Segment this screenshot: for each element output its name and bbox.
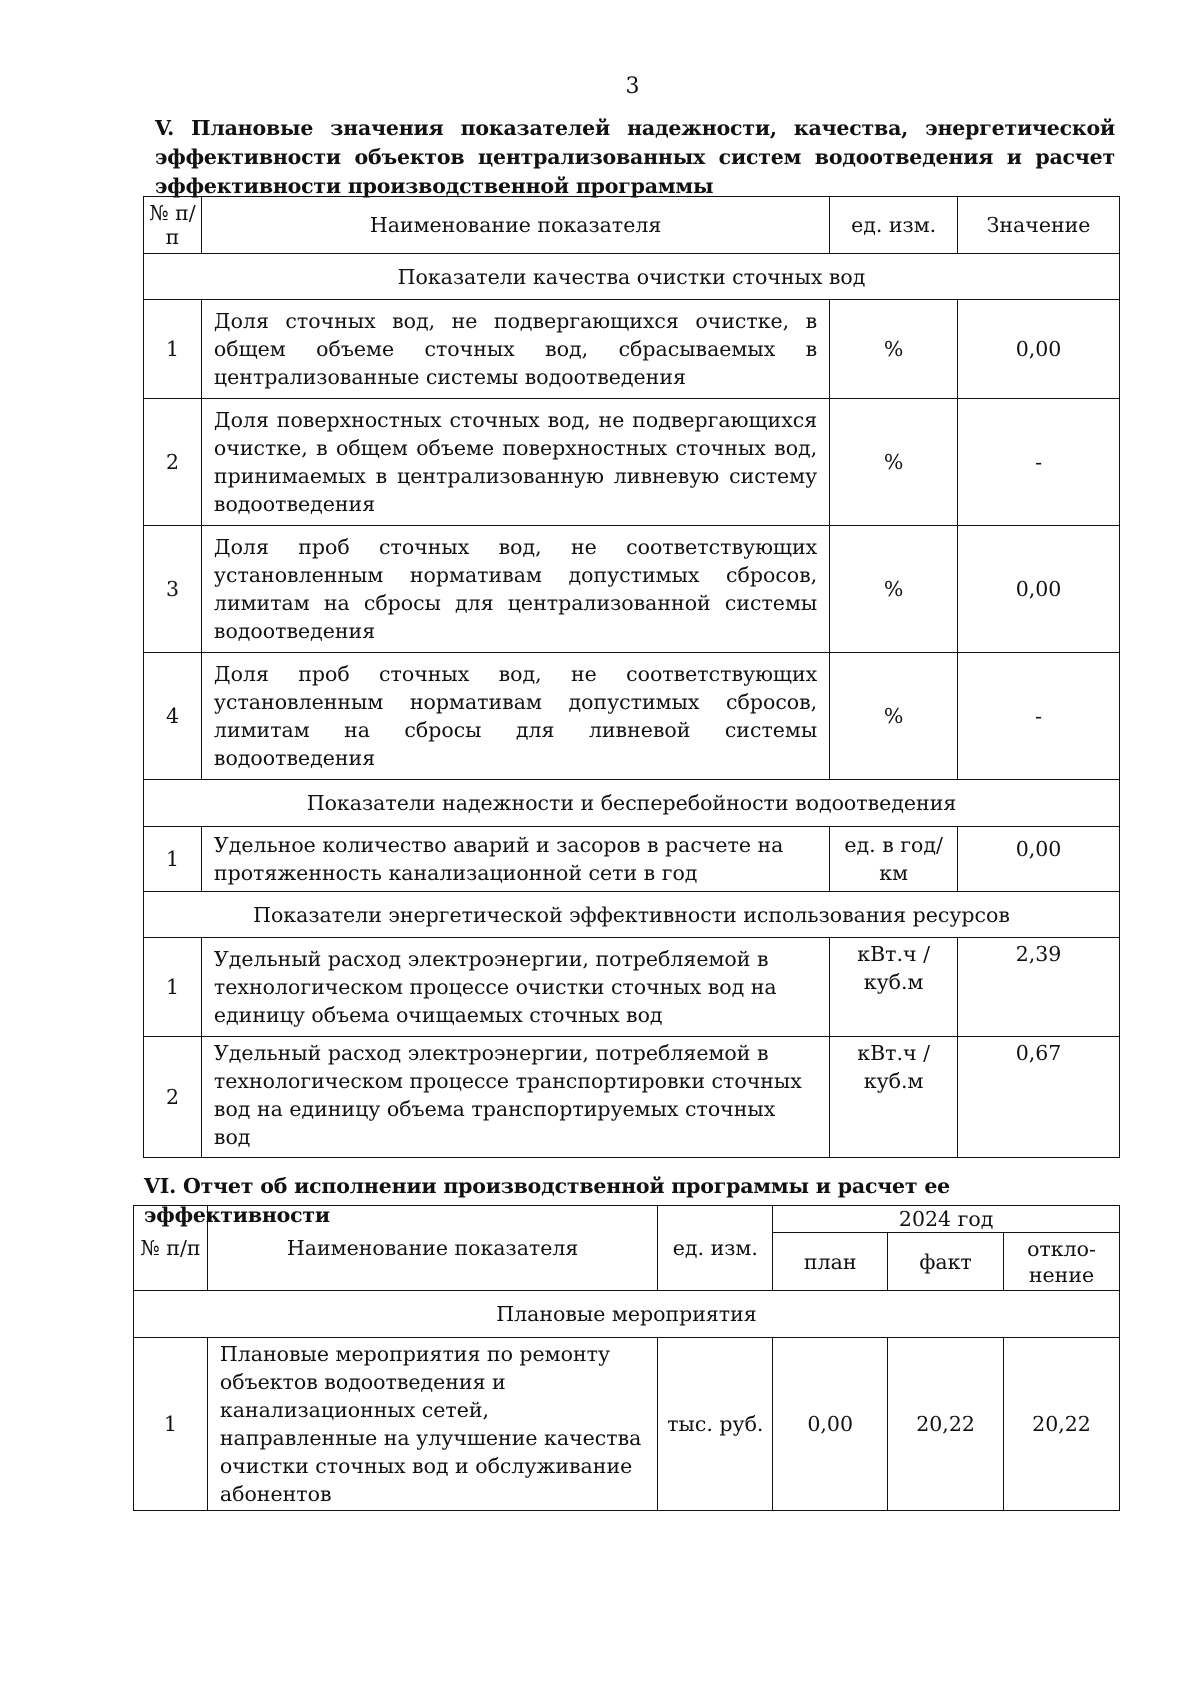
table-row	[134, 1338, 1120, 1511]
row-unit: %	[830, 300, 958, 399]
row-value: -	[958, 399, 1120, 526]
section-6-table	[133, 1205, 1120, 1511]
table-row	[144, 1037, 1120, 1158]
table-header-row	[134, 1206, 1120, 1233]
row-num: 1	[144, 827, 202, 892]
row-value: 0,00	[958, 300, 1120, 399]
row-unit: %	[830, 653, 958, 780]
row-name: Доля сточных вод, не подвергающихся очистке, в общем объеме сточных вод, сбрасываемых в централизованные системы водоотведения	[201, 300, 829, 399]
group-row	[144, 780, 1120, 827]
row-num: 1	[134, 1338, 208, 1511]
table-header-row	[144, 197, 1120, 254]
row-unit: кВт.ч / куб.м	[830, 1037, 958, 1158]
table-row	[144, 938, 1120, 1037]
table-row	[144, 653, 1120, 780]
row-unit: %	[830, 399, 958, 526]
table-row	[144, 300, 1120, 399]
group-title-quality: Показатели качества очистки сточных вод	[144, 254, 1120, 300]
row-name: Доля проб сточных вод, не соответствующих установленным нормативам допустимых сбросов, лимитам на сбросы для ливневой системы водоотведения	[201, 653, 829, 780]
row-num: 2	[144, 1037, 202, 1158]
row-name: Доля поверхностных сточных вод, не подвергающихся очистке, в общем объеме поверхностных сточных вод, принимаемых в централизованную ливневую систему водоотведения	[201, 399, 829, 526]
row-value: 0,00	[958, 827, 1120, 892]
row-num: 1	[144, 300, 202, 399]
row-plan: 0,00	[773, 1338, 888, 1511]
header-name: Наименование показателя	[207, 1206, 658, 1291]
table-row	[144, 399, 1120, 526]
row-num: 3	[144, 526, 202, 653]
group-title-energy: Показатели энергетической эффективности использования ресурсов	[144, 892, 1120, 938]
table-row	[144, 827, 1120, 892]
group-title-reliability: Показатели надежности и бесперебойности водоотведения	[144, 780, 1120, 827]
row-unit: кВт.ч / куб.м	[830, 938, 958, 1037]
row-deviation: 20,22	[1004, 1338, 1120, 1511]
group-title-planned: Плановые мероприятия	[134, 1291, 1120, 1338]
row-unit: тыс. руб.	[658, 1338, 773, 1511]
header-num: № п/п	[144, 197, 202, 254]
header-deviation: откло- нение	[1004, 1233, 1120, 1291]
row-num: 1	[144, 938, 202, 1037]
header-value: Значение	[958, 197, 1120, 254]
row-num: 2	[144, 399, 202, 526]
row-name: Удельный расход электроэнергии, потребляемой в технологическом процессе транспортировки сточных вод на единицу объема транспортируемых сточных вод	[201, 1037, 829, 1158]
row-unit: ед. в год/ км	[830, 827, 958, 892]
row-name: Удельный расход электроэнергии, потребляемой в технологическом процессе очистки сточных вод на единицу объема очищаемых сточных вод	[201, 938, 829, 1037]
section-6-heading: VI. Отчет об исполнении производственной программы и расчет ее эффективности	[144, 1174, 950, 1227]
section-5-heading: V. Плановые значения показателей надежности, качества, энергетической эффективности объектов централизованных систем водоотведения и расчет эффективности производственной программы	[155, 116, 1115, 198]
row-fact: 20,22	[888, 1338, 1004, 1511]
row-value: 0,00	[958, 526, 1120, 653]
page-number: 3	[625, 74, 640, 99]
row-name: Удельное количество аварий и засоров в расчете на протяженность канализационной сети в год	[201, 827, 829, 892]
group-row	[144, 254, 1120, 300]
row-value: -	[958, 653, 1120, 780]
row-unit: %	[830, 526, 958, 653]
header-fact: факт	[888, 1233, 1004, 1291]
section-5-table	[143, 196, 1120, 1158]
row-name: Доля проб сточных вод, не соответствующих установленным нормативам допустимых сбросов, лимитам на сбросы для централизованной системы водоотведения	[201, 526, 829, 653]
row-value: 2,39	[958, 938, 1120, 1037]
header-unit: ед. изм.	[830, 197, 958, 254]
group-row	[144, 892, 1120, 938]
header-plan: план	[773, 1233, 888, 1291]
group-row	[134, 1291, 1120, 1338]
header-num: № п/п	[134, 1206, 208, 1291]
table-row	[144, 526, 1120, 653]
row-name: Плановые мероприятия по ремонту объектов водоотведения и канализационных сетей, направленные на улучшение качества очистки сточных вод и обслуживание абонентов	[207, 1338, 658, 1511]
header-name: Наименование показателя	[201, 197, 829, 254]
row-value: 0,67	[958, 1037, 1120, 1158]
header-unit: ед. изм.	[658, 1206, 773, 1291]
row-num: 4	[144, 653, 202, 780]
header-year: 2024 год	[773, 1206, 1120, 1233]
